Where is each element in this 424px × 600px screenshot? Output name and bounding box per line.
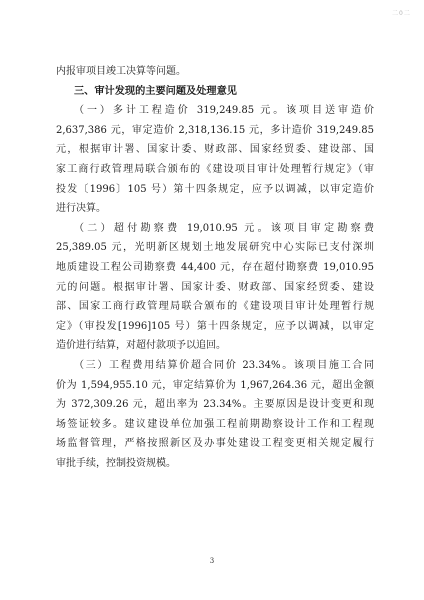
text-line: 定》（审投发[1996]105 号）第十四条规定，应予以调减，以审定: [56, 320, 374, 332]
paragraph-3: [56, 356, 374, 474]
text-line: 内报审项目竣工决算等问题。: [56, 66, 186, 77]
text-line: （三）工程费用结算价超合同价 23.34%。该项目施工合同: [74, 359, 374, 371]
text-line: 场监督管理，严格按照新区及办事处建设工程变更相关规定履行: [56, 438, 374, 450]
paragraph-2: [56, 219, 374, 356]
corner-mark: 二0二: [392, 10, 411, 17]
text-line: 2,637,386 元，审定造价 2,318,136.15 元，多计造价 319,249.85: [56, 124, 374, 136]
text-line: 价为 1,594,955.10 元，审定结算价为 1,967,264.36 元，超出金额: [56, 379, 374, 391]
text-line: （一）多计工程造价 319,249.85 元。该项目送审造价: [74, 105, 374, 117]
page-number: 3: [209, 557, 215, 565]
text-line: 场签证较多。建议建设单位加强工程前期勘察设计工作和工程现: [56, 418, 374, 430]
text-line: 地质建设工程公司勘察费 44,400 元，存在超付勘察费 19,010.95: [56, 261, 374, 273]
paragraph-1: [56, 101, 374, 219]
text-line: 元，根据审计署、国家计委、财政部、国家经贸委、建设部、国: [56, 144, 374, 156]
text-line: 元的问题。根据审计署、国家计委、财政部、国家经贸委、建设: [56, 281, 374, 293]
page-body: [56, 62, 374, 473]
text-line: 25,389.05 元，光明新区规划土地发展研究中心实际已支付深圳: [56, 242, 374, 254]
text-line: 家工商行政管理局联合颁布的《建设项目审计处理暂行规定》（审: [56, 163, 374, 175]
text-line: 为 372,309.26 元，超出率为 23.34%。主要原因是设计变更和现: [56, 399, 374, 411]
text-line: 进行决算。: [56, 203, 106, 215]
section-heading: 三、审计发现的主要问题及处理意见: [74, 85, 237, 97]
text-line: 部、国家工商行政管理局联合颁布的《建设项目审计处理暂行规: [56, 301, 374, 313]
text-line: （二）超付勘察费 19,010.95 元。该项目审定勘察费: [74, 222, 374, 234]
text-line: 投发〔1996〕105 号）第十四条规定，应予以调减，以审定造价: [56, 183, 374, 195]
text-line: 造价进行结算，对超付款项予以追回。: [56, 340, 226, 352]
text-line: 审批手续，控制投资规模。: [56, 457, 176, 469]
